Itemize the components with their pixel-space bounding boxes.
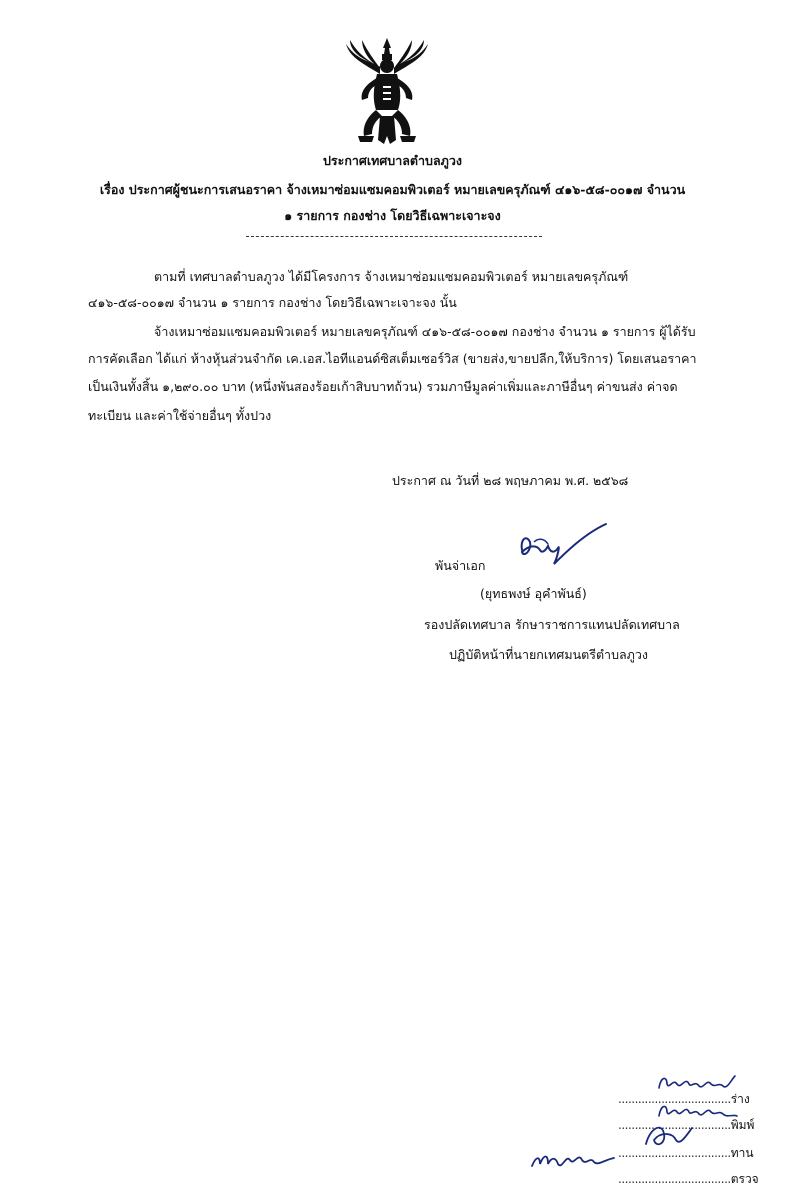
dotted-line: .................................. xyxy=(618,1146,731,1160)
document-title: ประกาศเทศบาลตำบลภูวง xyxy=(322,153,463,168)
body-line: เป็นเงินทั้งสิ้น ๑,๒๙๐.๐๐ บาท (หนึ่งพันสองร้อยเก้าสิบบาทถ้วน) รวมภาษีมูลค่าเพิ่มและภาษีอื่นๆ ค่าขนส่ง ค่าจด xyxy=(88,379,678,394)
body-line: ทะเบียน และค่าใช้จ่ายอื่นๆ ทั้งปวง xyxy=(88,408,272,423)
reviewed-label: ทาน xyxy=(730,1146,754,1160)
signature xyxy=(514,520,614,570)
signer-name: (ยุทธพงษ์ อุคำพันธ์) xyxy=(480,586,587,601)
body-line: ๔๑๖-๕๘-๐๐๑๗ จำนวน ๑ รายการ กองช่าง โดยวิธีเฉพาะเจาะจง นั้น xyxy=(88,295,457,310)
subject-line-1: เรื่อง ประกาศผู้ชนะการเสนอราคา จ้างเหมาซ่อมแซมคอมพิวเตอร์ หมายเลขครุภัณฑ์ ๔๑๖-๕๘-๐๐๑๗ จำนวน xyxy=(99,182,686,197)
signer-rank: พันจ่าเอก xyxy=(435,558,486,573)
handwritten-initial-draft xyxy=(655,1070,745,1094)
signer-position-1: รองปลัดเทศบาล รักษาราชการแทนปลัดเทศบาล xyxy=(424,617,680,632)
garuda-emblem-icon xyxy=(344,36,430,146)
divider xyxy=(246,236,542,237)
handwritten-mark-checked xyxy=(528,1146,618,1176)
dotted-line: .................................. xyxy=(618,1118,731,1132)
dotted-line: .................................. xyxy=(618,1172,731,1186)
checklist-checked xyxy=(618,1170,759,1189)
typed-label: พิมพ์ xyxy=(730,1118,755,1132)
handwritten-mark-reviewed xyxy=(640,1118,700,1154)
body-line: ตามที่ เทศบาลตำบลภูวง ได้มีโครงการ จ้างเหมาซ่อมแซมคอมพิวเตอร์ หมายเลขครุภัณฑ์ xyxy=(154,269,629,284)
draft-label: ร่าง xyxy=(730,1092,750,1106)
signer-position-2: ปฏิบัติหน้าที่นายกเทศมนตรีตำบลภูวง xyxy=(449,647,649,662)
body-line: จ้างเหมาซ่อมแซมคอมพิวเตอร์ หมายเลขครุภัณฑ์ ๔๑๖-๕๘-๐๐๑๗ กองช่าง จำนวน ๑ รายการ ผู้ได้รับ xyxy=(154,324,696,339)
subject-line-2: ๑ รายการ กองช่าง โดยวิธีเฉพาะเจาะจง xyxy=(284,208,501,223)
announcement-date: ประกาศ ณ วันที่ ๒๘ พฤษภาคม พ.ศ. ๒๕๖๘ xyxy=(392,473,629,488)
dotted-line: .................................. xyxy=(618,1092,731,1106)
body-line: การคัดเลือก ได้แก่ ห้างหุ้นส่วนจำกัด เค.เอส.ไอทีแอนด์ซิสเต็มเซอร์วิส (ขายส่ง,ขายปลีก,ให้บริการ) โดยเสนอราคา xyxy=(88,351,697,366)
checked-label: ตรวจ xyxy=(730,1172,759,1186)
